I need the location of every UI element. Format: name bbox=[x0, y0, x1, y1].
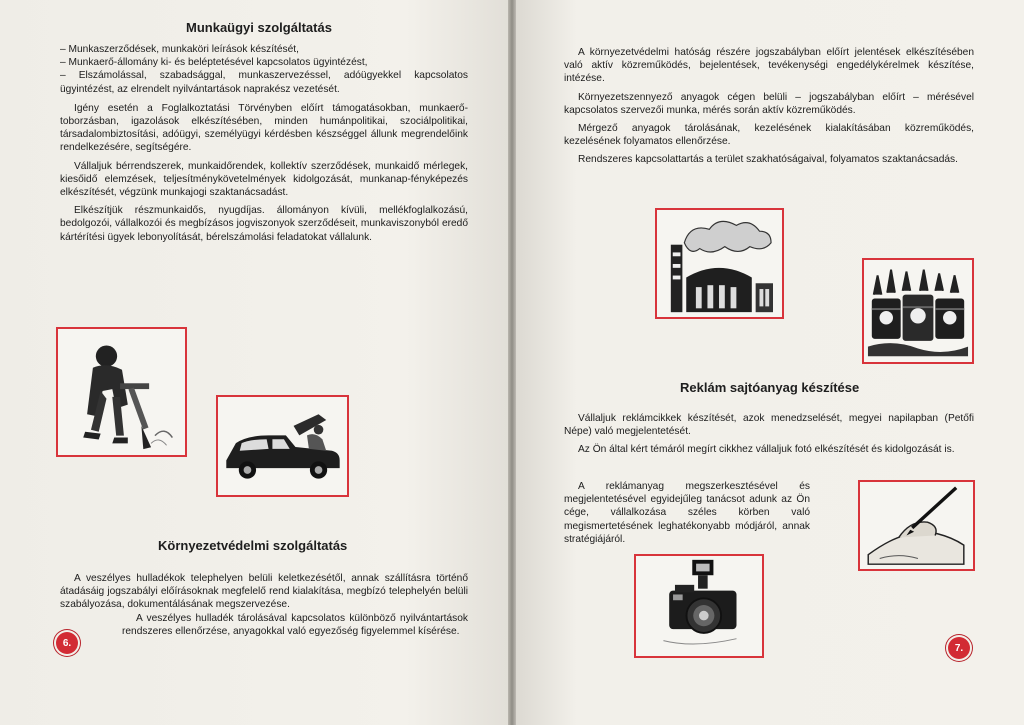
hazardous-barrels-illustration bbox=[862, 258, 974, 364]
worker-jackhammer-icon bbox=[58, 329, 185, 455]
list-item: – Elszámolással, szabadsággal, munkaszervezéssel, adóügyekkel kapcsolatos ügyintézést, az elrendelt nyilvántartások naprakész vezetését. bbox=[60, 70, 468, 95]
paragraph: A reklámanyag megszerkesztésével és megjelentetésével egyidejűleg tanácsot adunk az Ön cége, vállalkozása széles körben való megismertetésének leghatékonyabb módjáról, annak stratégiájáról. bbox=[564, 481, 810, 545]
env-text-2 bbox=[122, 612, 468, 643]
heading-munkaugyi: Munkaügyi szolgáltatás bbox=[186, 20, 332, 35]
paragraph: Mérgező anyagok tárolásának, kezelésének kialakításában közreműködés, kezelésének folyamatos ellenőrzése. bbox=[564, 123, 974, 148]
car-icon bbox=[218, 397, 347, 495]
car-repair-illustration bbox=[216, 395, 349, 497]
env-right-text bbox=[564, 46, 974, 172]
factory-smoke-illustration bbox=[655, 208, 784, 319]
ad-text-bottom bbox=[564, 480, 810, 551]
ad-text-top bbox=[564, 412, 974, 462]
hand-pen-icon bbox=[860, 482, 973, 569]
paragraph: Vállaljuk bérrendszerek, munkaidőrendek, kollektív szerződések, munkaidő mérlegek, kiesőidő elemzések, teljesítménykövetelmények kidolgozását, munkanap-fényképezés elkészítését, végzünk munkajogi szaktanácsadást. bbox=[60, 160, 468, 199]
page-number-left: 6. bbox=[56, 632, 78, 654]
paragraph: Igény esetén a Foglalkoztatási Törvényben előírt támogatásokban, munkaerő-toborzásban, igazolások elkészítésében, minden humánpolitikai, szociálpolitikai, társadalombiztosítási, adóügyi, személyügyi kérdésben készséggel állunk megrendelőink rendelkezésére, segítségére. bbox=[60, 102, 468, 154]
right-page bbox=[516, 0, 1024, 725]
paragraph: Rendszeres kapcsolattartás a terület szakhatóságaival, folyamatos szaktanácsadás. bbox=[578, 154, 958, 166]
hand-pen-illustration bbox=[858, 480, 975, 571]
heading-reklam: Reklám sajtóanyag készítése bbox=[680, 380, 860, 395]
worker-jackhammer-illustration bbox=[56, 327, 187, 457]
list-item: – Munkaerő-állomány ki- és beléptetésével kapcsolatos ügyintézést, bbox=[60, 57, 368, 69]
paragraph: Környezetszennyező anyagok cégen belüli – jogszabályban előírt – mérésével kapcsolatos szervezői munka, mérés során aktív közreműködés. bbox=[564, 91, 974, 116]
paragraph: A veszélyes hulladék tárolásával kapcsolatos különböző nyilvántartások rendszeres ellenőrzése, anyagokkal való egyezőség figyelemmel kísérése. bbox=[122, 613, 468, 638]
barrels-icon bbox=[864, 260, 972, 362]
paragraph: A környezetvédelmi hatóság részére jogszabályban előírt jelentések elkészítésében való aktív közreműködés, bejelentések, tevékenységi engedélykérelmek készítése, intézése. bbox=[564, 47, 974, 85]
paragraph: Vállaljuk reklámcikkek készítését, azok menedzselését, megyei napilapban (Petőfi Népe) való megjelentetését. bbox=[564, 413, 974, 438]
paragraph: A veszélyes hulladékok telephelyen belüli keletkezésétől, annak szállításra történő átadásáig jogszabályi előírásoknak megfelelő rend kialakítása, megbízó telephelyén belüli szabályozása, dokumentálásának megszervezése. bbox=[60, 573, 468, 611]
camera-flash-illustration bbox=[634, 554, 764, 658]
paragraph: Elkészítjük részmunkaidős, nyugdíjas. állományon kívüli, mellékfoglalkozású, bedolgozói, vállalkozói és megbízásos jogviszonyok szerződéseit, munkaviszonyból eredő kártérítési ügyek lebonyolítását, bérelszámolási feladatokat vállalunk. bbox=[60, 205, 468, 243]
munkaugyi-list bbox=[60, 43, 468, 249]
env-text bbox=[60, 572, 468, 612]
paragraph: Az Ön által kért témáról megírt cikkhez vállaljuk fotó elkészítését és kidolgozását is. bbox=[578, 444, 955, 456]
list-item: – Munkaszerződések, munkaköri leírások készítését, bbox=[60, 44, 299, 55]
book-gutter bbox=[508, 0, 516, 725]
factory-icon bbox=[657, 210, 782, 317]
page-number-right: 7. bbox=[948, 637, 970, 659]
heading-kornyezetvedelmi: Környezetvédelmi szolgáltatás bbox=[158, 538, 348, 553]
left-page bbox=[0, 0, 508, 725]
camera-icon bbox=[636, 556, 762, 656]
